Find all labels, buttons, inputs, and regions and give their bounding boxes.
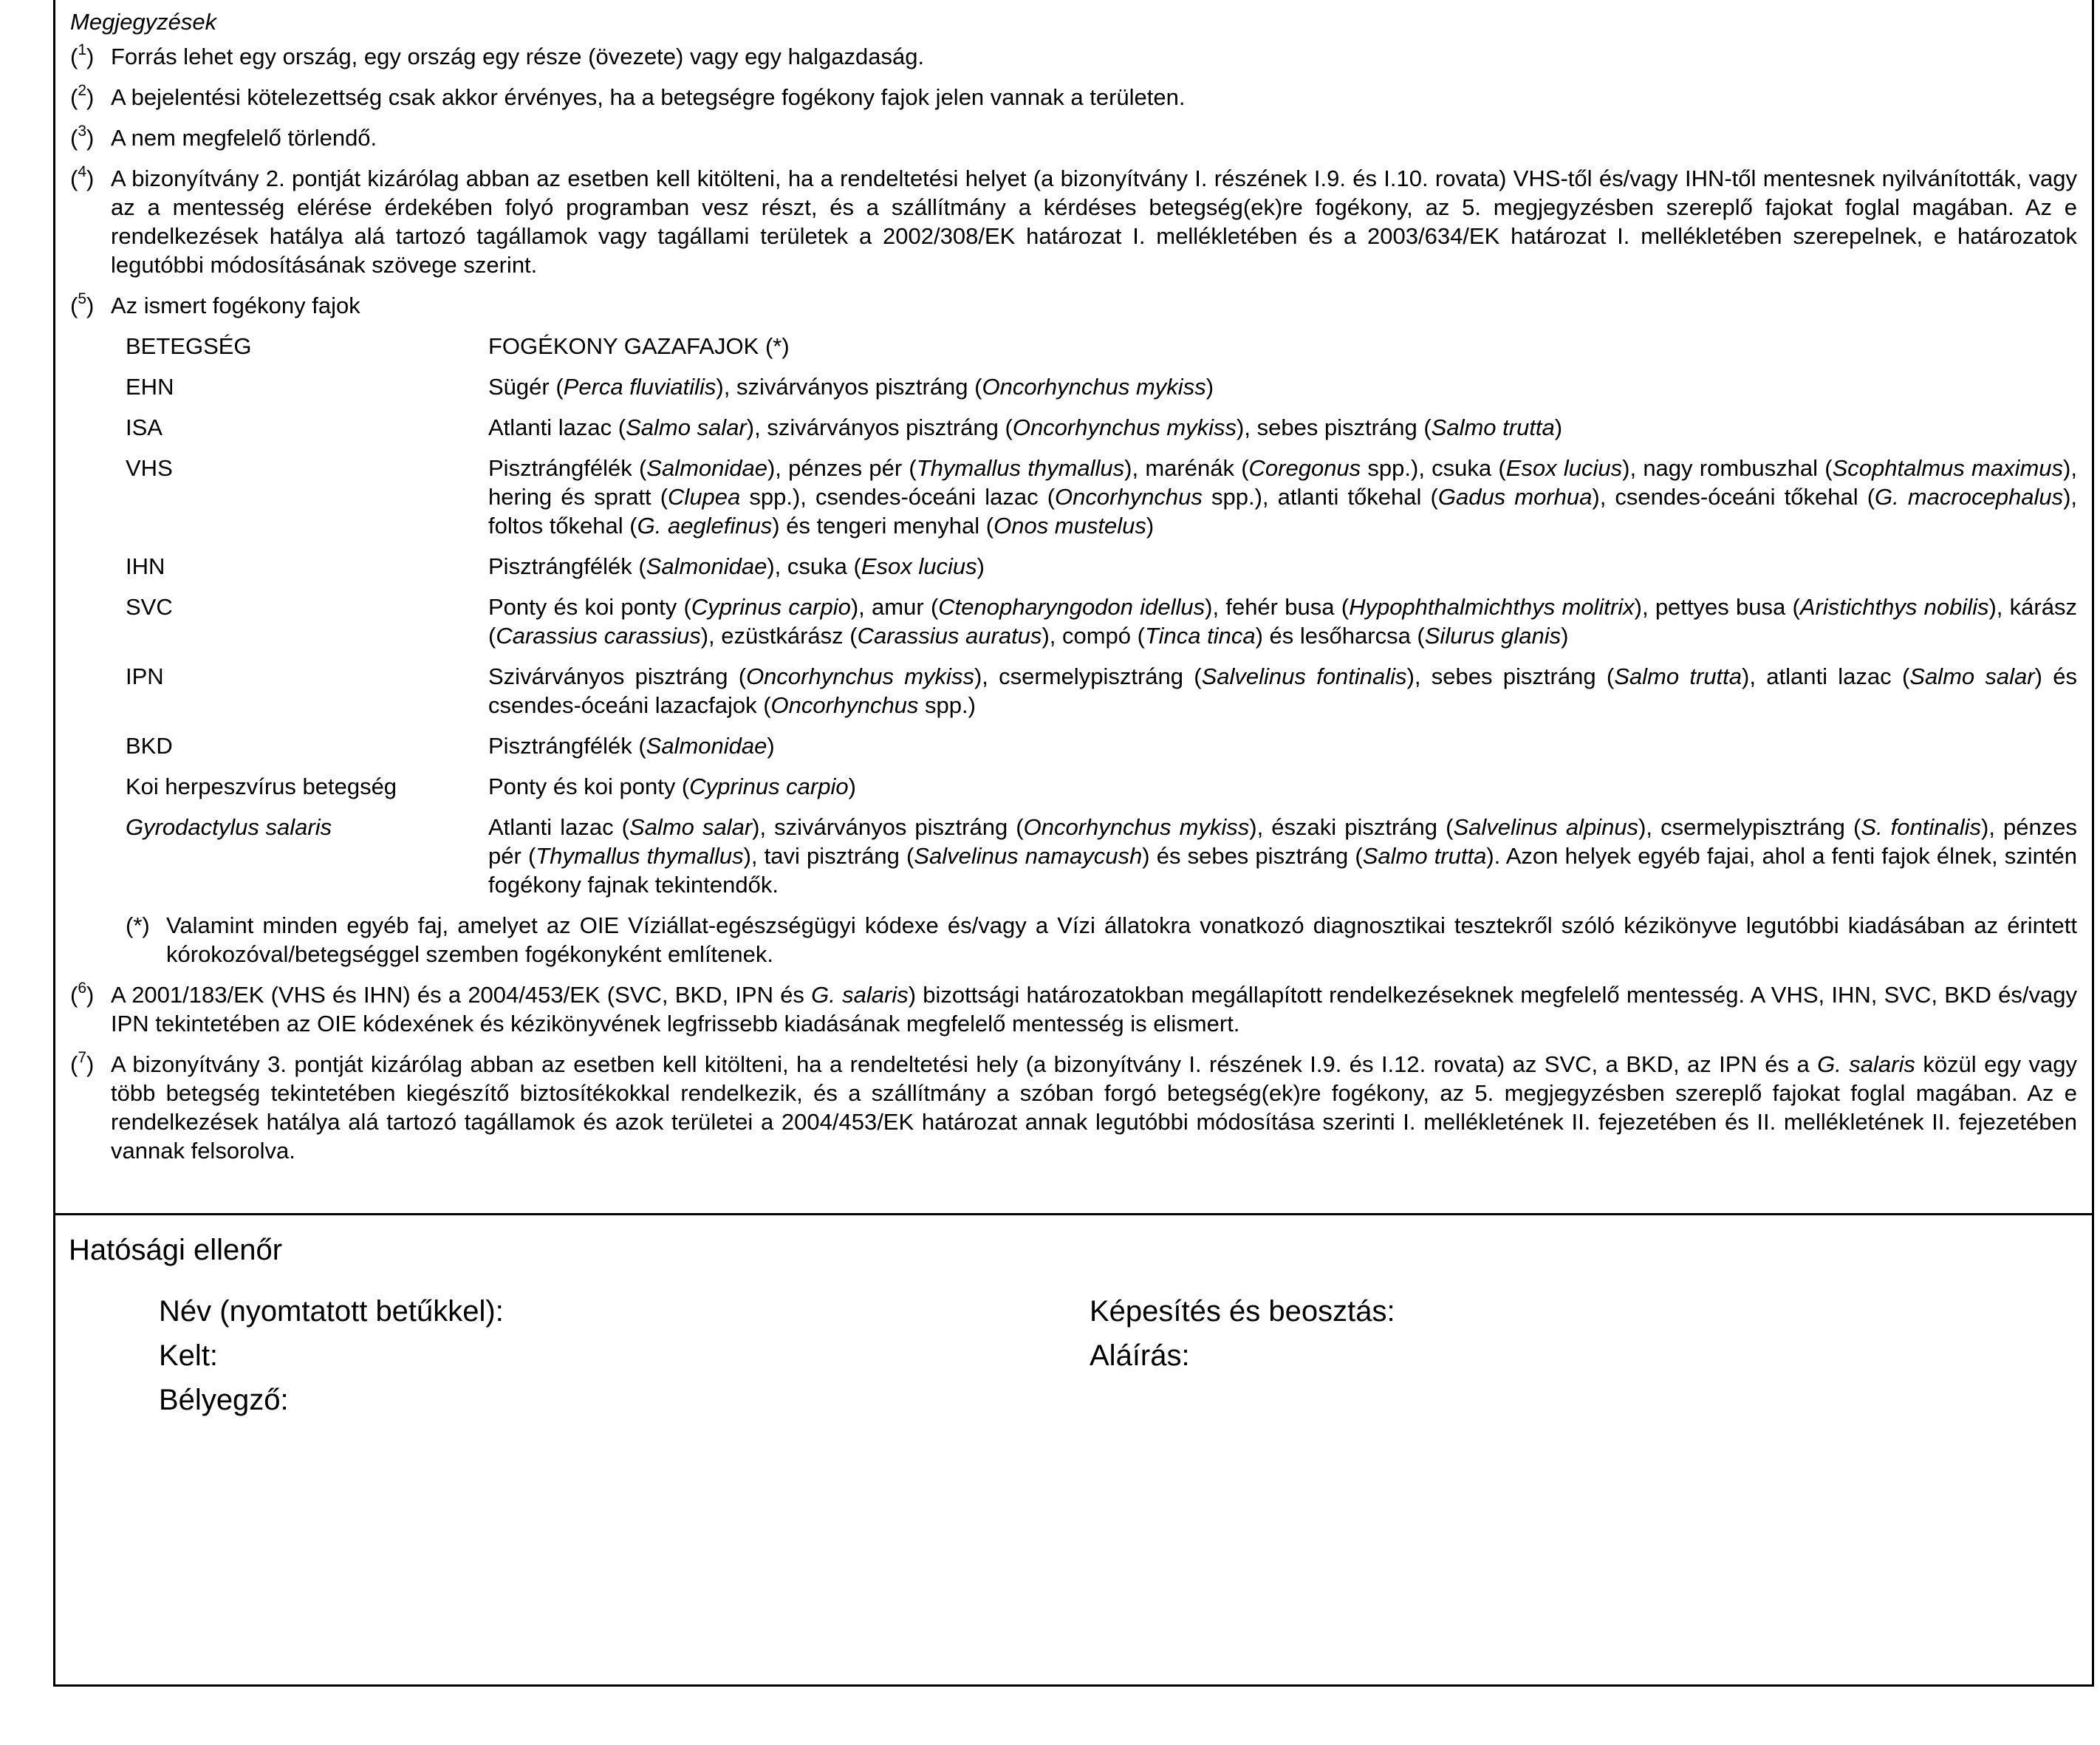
species-latin-name: Onos mustelus xyxy=(993,513,1146,539)
certificate-frame xyxy=(53,0,2094,1687)
text-run: spp.), csendes-óceáni lazac ( xyxy=(740,484,1056,510)
text-run: ), sebes pisztráng ( xyxy=(1237,414,1432,440)
species-row xyxy=(126,593,2077,650)
footnote-2 xyxy=(70,83,2077,112)
susceptible-species xyxy=(488,813,2077,899)
footnote-number: ($^1$) xyxy=(70,41,95,69)
disease-name: IPN xyxy=(126,663,164,689)
susceptible-species xyxy=(488,413,2077,442)
footnote-text: Forrás lehet egy ország, egy ország egy része (övezete) vagy egy halgazdaság. xyxy=(111,44,925,69)
species-latin-name: Coregonus xyxy=(1248,455,1361,481)
asterisk-text: Valamint minden egyéb faj, amelyet az OIE Víziállat-egészségügyi kódexe és/vagy a Vízi állatokra vonatkozó diagnosztikai tesztekről szóló kézikönyve legutóbbi kiadásában az érintett kórokozóval/betegséggel szemben fogékonyként említenek. xyxy=(166,912,2077,967)
signature-right-column xyxy=(1090,1289,1395,1378)
date-label: Kelt: xyxy=(159,1339,219,1372)
text-run: ) és sebes pisztráng ( xyxy=(1142,843,1363,869)
species-row xyxy=(126,413,2077,442)
species-latin-name: Esox lucius xyxy=(1505,455,1623,481)
species-latin-name: G. macrocephalus xyxy=(1875,484,2064,510)
species-latin-name: Salmo salar xyxy=(1909,663,2035,689)
susceptible-species xyxy=(488,454,2077,540)
species-row xyxy=(126,662,2077,720)
text-run: ), szivárványos pisztráng ( xyxy=(746,414,1013,440)
footnote-number: ($^6$) xyxy=(70,979,95,1008)
species-latin-name: Thymallus thymallus xyxy=(536,843,744,869)
footnote-6 xyxy=(70,980,2077,1038)
text-run: Ponty és koi ponty ( xyxy=(488,594,691,620)
notes-section xyxy=(55,0,2092,1215)
asterisk-note xyxy=(126,911,2077,969)
name-label: Név (nyomtatott betűkkel): xyxy=(159,1295,504,1328)
text-run: ), pénzes pér ( xyxy=(767,455,917,481)
species-latin-name: Aristichthys nobilis xyxy=(1799,594,1989,620)
text-run: ), fehér busa ( xyxy=(1205,594,1350,620)
text-run: ), ezüstkárász ( xyxy=(700,623,858,649)
official-title: Hatósági ellenőr xyxy=(69,1234,283,1266)
text-run: ) xyxy=(767,733,775,759)
species-latin-name: Ctenopharyngodon idellus xyxy=(938,594,1205,620)
species-latin-name: Salmo trutta xyxy=(1362,843,1487,869)
footnote-5 xyxy=(70,291,2077,320)
species-latin-name: Oncorhynchus mykiss xyxy=(982,374,1206,400)
species-latin-name: Oncorhynchus xyxy=(1055,484,1203,510)
species-latin-name: Perca fluviatilis xyxy=(563,374,716,400)
text-run: Ponty és koi ponty ( xyxy=(488,774,690,799)
species-latin-name: Salmo trutta xyxy=(1431,414,1555,440)
species-row xyxy=(126,772,2077,801)
text-run: Szivárványos pisztráng ( xyxy=(488,663,747,689)
species-latin-name: Scophtalmus maximus xyxy=(1832,455,2064,481)
text-run: spp.), csuka ( xyxy=(1361,455,1506,481)
species-latin-name: S. fontinalis xyxy=(1861,814,1981,840)
text-run: ) xyxy=(1561,623,1569,649)
text-run: Sügér ( xyxy=(488,374,564,400)
text-run: ), tavi pisztráng ( xyxy=(743,843,914,869)
species-rows xyxy=(126,372,2077,899)
species-latin-name: Carassius carassius xyxy=(496,623,701,649)
species-latin-name: Salmonidae xyxy=(646,733,767,759)
species-latin-name: Salvelinus fontinalis xyxy=(1201,663,1407,689)
text-run: ), atlanti lazac ( xyxy=(1742,663,1910,689)
species-latin-name: Oncorhynchus mykiss xyxy=(1012,414,1237,440)
disease-name: IHN xyxy=(126,553,165,579)
disease-name: BKD xyxy=(126,733,173,759)
signature-label: Aláírás: xyxy=(1090,1339,1190,1372)
species-latin-name: Cyprinus carpio xyxy=(691,594,851,620)
text-run: ), sebes pisztráng ( xyxy=(1406,663,1615,689)
footnote-text: A bizonyítvány 2. pontját kizárólag abban az esetben kell kitölteni, ha a rendeltetési helyet (a bizonyítvány I. részének I.9. és I.10. rovata) VHS-től és/vagy IHN-től mentesnek nyilvánították, vagy az a mentesség elérése érdekében folyó programban vesz részt, és a szállítmány a kérdéses betegség(ek)re fogékony, az 5. megjegyzésben szereplő fajokat foglal magában. Az e rendelkezések hatálya alá tartozó tagállamok vagy tagállami területek a 2002/308/EK határozat I. mellékletében és a 2003/634/EK határozat I. mellékletében szerepelnek, e határozatok legutóbbi módosításának szövege szerint. xyxy=(111,165,2077,278)
susceptible-species xyxy=(488,593,2077,650)
species-header-disease: BETEGSÉG xyxy=(126,333,252,359)
text-run: Pisztrángfélék ( xyxy=(488,733,646,759)
species-row xyxy=(126,731,2077,760)
text-run: ), amur ( xyxy=(850,594,939,620)
susceptible-species xyxy=(488,552,2077,581)
text-run: ) xyxy=(848,774,856,799)
text-run: Atlanti lazac ( xyxy=(488,814,630,840)
species-latin-name: G. salaris xyxy=(1817,1051,1915,1077)
footnote-4 xyxy=(70,164,2077,279)
stamp-label: Bélyegző: xyxy=(159,1384,289,1416)
disease-name: VHS xyxy=(126,455,173,481)
text-run: ) xyxy=(1146,513,1155,539)
text-run: ), csuka ( xyxy=(767,553,861,579)
species-latin-name: Carassius auratus xyxy=(857,623,1042,649)
footnote-text: Az ismert fogékony fajok xyxy=(111,293,360,318)
species-table xyxy=(126,332,2077,899)
text-run: ), szivárványos pisztráng ( xyxy=(752,814,1024,840)
species-latin-name: Oncorhynchus mykiss xyxy=(746,663,974,689)
text-run: Pisztrángfélék ( xyxy=(488,455,647,481)
species-latin-name: Salmo salar xyxy=(629,814,753,840)
footnote-number: ($^7$) xyxy=(70,1048,95,1077)
species-latin-name: Salmonidae xyxy=(646,455,767,481)
species-row xyxy=(126,454,2077,540)
qualification-label: Képesítés és beosztás: xyxy=(1090,1295,1395,1328)
text-run: ) és lesőharcsa ( xyxy=(1255,623,1425,649)
footnote-text xyxy=(111,980,2077,1038)
species-latin-name: Salmonidae xyxy=(646,553,767,579)
text-run: ), csendes-óceáni tőkehal ( xyxy=(1592,484,1875,510)
disease-name: Koi herpeszvírus betegség xyxy=(126,774,397,799)
species-latin-name: Salmo salar xyxy=(626,414,747,440)
notes-title: Megjegyzések xyxy=(70,9,217,35)
text-run: ), nagy rombuszhal ( xyxy=(1622,455,1833,481)
text-run: ). Azon helyek egyéb fajai, ahol a fenti fajok élnek, szintén fogékony fajnak tekintendők. xyxy=(488,843,2077,898)
species-latin-name: Hypophthalmichthys molitrix xyxy=(1349,594,1635,620)
official-inspector-section xyxy=(55,1215,2092,1684)
susceptible-species xyxy=(488,372,2077,401)
species-header-row xyxy=(126,332,2077,361)
species-latin-name: G. salaris xyxy=(811,982,909,1008)
text-run: ) és csendes-óceáni lazacfajok ( xyxy=(488,663,2077,718)
species-latin-name: Salvelinus alpinus xyxy=(1453,814,1639,840)
text-run: A bizonyítvány 3. pontját kizárólag abban az esetben kell kitölteni, ha a rendeltetési hely (a bizonyítvány I. részének I.9. és I.12. rovata) az SVC, a BKD, az IPN és a xyxy=(111,1051,1818,1077)
species-latin-name: Thymallus thymallus xyxy=(916,455,1125,481)
text-run: Pisztrángfélék ( xyxy=(488,553,646,579)
signature-left-column xyxy=(159,1289,504,1422)
text-run: ), compó ( xyxy=(1042,623,1145,649)
species-latin-name: Clupea xyxy=(668,484,741,510)
notes-list xyxy=(70,42,2077,320)
species-latin-name: Oncorhynchus mykiss xyxy=(1023,814,1250,840)
footnote-number: ($^5$) xyxy=(70,290,95,318)
footnote-text xyxy=(111,1050,2077,1165)
species-header-species: FOGÉKONY GAZAFAJOK (*) xyxy=(488,333,790,359)
disease-name: EHN xyxy=(126,374,174,400)
species-latin-name: Tinca tinca xyxy=(1144,623,1256,649)
text-run: spp.), atlanti tőkehal ( xyxy=(1202,484,1438,510)
footnote-text: A nem megfelelő törlendő. xyxy=(111,125,377,151)
text-run: ) xyxy=(1205,374,1214,400)
species-row xyxy=(126,372,2077,401)
species-latin-name: G. aeglefinus xyxy=(637,513,773,539)
text-run: ), hering és spratt ( xyxy=(488,455,2077,510)
species-latin-name: Salvelinus namaycush xyxy=(914,843,1143,869)
footnote-number: ($^4$) xyxy=(70,163,95,191)
text-run: ) bizottsági határozatokban megállapított rendelkezéseknek megfelelő mentesség. A VHS, IHN, SVC, BKD és/vagy IPN tekintetében az OIE kódexének és kézikönyvének legfrissebb kiadásának megfelelő mentesség is elismert. xyxy=(111,982,2077,1037)
susceptible-species xyxy=(488,662,2077,720)
species-row xyxy=(126,813,2077,899)
species-latin-name: Gadus morhua xyxy=(1437,484,1593,510)
footnote-number: ($^3$) xyxy=(70,122,95,151)
text-run: A 2001/183/EK (VHS és IHN) és a 2004/453/EK (SVC, BKD, IPN és xyxy=(111,982,812,1008)
species-latin-name: Oncorhynchus xyxy=(770,692,919,718)
species-latin-name: Silurus glanis xyxy=(1424,623,1562,649)
footnote-number: ($^2$) xyxy=(70,81,95,110)
text-run: ), pénzes pér ( xyxy=(488,814,2077,869)
footnote-3 xyxy=(70,123,2077,152)
text-run: ) xyxy=(1554,414,1563,440)
susceptible-species xyxy=(488,772,2077,801)
disease-name: SVC xyxy=(126,594,173,620)
asterisk-mark: (*) xyxy=(126,912,150,938)
text-run: ) és tengeri menyhal ( xyxy=(772,513,994,539)
text-run: ), szivárványos pisztráng ( xyxy=(716,374,982,400)
text-run: ), pettyes busa ( xyxy=(1634,594,1800,620)
text-run: ), marénák ( xyxy=(1124,455,1249,481)
species-latin-name: Salmo trutta xyxy=(1614,663,1742,689)
species-row xyxy=(126,552,2077,581)
species-latin-name: Cyprinus carpio xyxy=(689,774,849,799)
text-run: ), foltos tőkehal ( xyxy=(488,484,2078,539)
text-run: ), északi pisztráng ( xyxy=(1249,814,1454,840)
footnote-text: A bejelentési kötelezettség csak akkor érvényes, ha a betegségre fogékony fajok jelen vannak a területen. xyxy=(111,84,1186,110)
text-run: ), kárász ( xyxy=(488,594,2077,649)
species-latin-name: Esox lucius xyxy=(861,553,977,579)
text-run: ) xyxy=(977,553,985,579)
disease-name: Gyrodactylus salaris xyxy=(126,814,332,840)
footnote-1 xyxy=(70,42,2077,71)
text-run: ), csermelypisztráng ( xyxy=(974,663,1202,689)
text-run: közül egy vagy több betegség tekintetében kiegészítő biztosítékokkal rendelkezik, és a szállítmány a szóban forgó betegség(ek)re fogékony, az 5. megjegyzésben szereplő fajokat foglal magában. Az e rendelkezések hatálya alá tartozó tagállamok és azok területei a 2004/453/EK határozat annak legutóbbi módosítása szerinti I. mellékletének II. fejezetében és II. mellékletének II. fejezetében vannak felsorolva. xyxy=(111,1051,2078,1164)
text-run: spp.) xyxy=(918,692,976,718)
text-run: ), csermelypisztráng ( xyxy=(1638,814,1861,840)
susceptible-species xyxy=(488,731,2077,760)
text-run: Atlanti lazac ( xyxy=(488,414,626,440)
footnote-7 xyxy=(70,1050,2077,1165)
disease-name: ISA xyxy=(126,414,163,440)
